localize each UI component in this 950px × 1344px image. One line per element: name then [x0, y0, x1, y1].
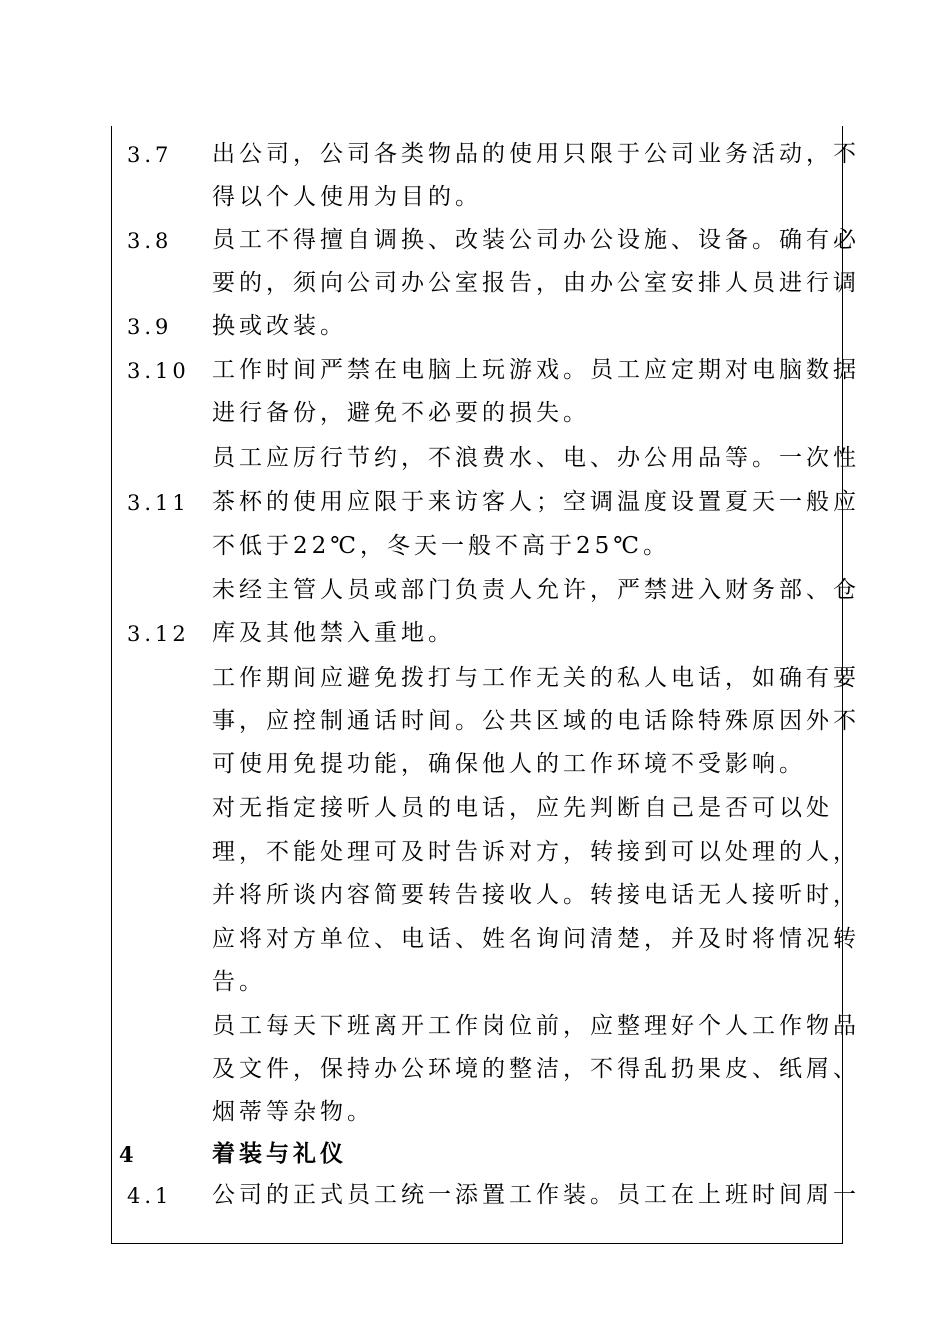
- item-text-line: 换或改装。: [212, 313, 347, 339]
- item-text-line: 员工不得擅自调换、改装公司办公设施、设备。确有必: [212, 227, 860, 253]
- item-text-line: 可使用免提功能，确保他人的工作环境不受影响。: [212, 751, 806, 777]
- section-number: 4: [119, 1142, 134, 1167]
- item-text-line: 得以个人使用为目的。: [212, 184, 482, 210]
- item-text-line: 进行备份，避免不必要的损失。: [212, 400, 590, 426]
- item-text-line: 未经主管人员或部门负责人允许，严禁进入财务部、仓: [212, 577, 860, 603]
- item-text-line: 对无指定接听人员的电话，应先判断自己是否可以处: [212, 795, 833, 821]
- item-text-line: 茶杯的使用应限于来访客人；空调温度设置夏天一般应: [212, 489, 860, 515]
- item-number: 3.11: [127, 491, 190, 515]
- item-text-line: 并将所谈内容简要转告接收人。转接电话无人接听时，: [212, 882, 860, 908]
- item-text-line: 员工应厉行节约，不浪费水、电、办公用品等。一次性: [212, 445, 860, 471]
- item-text-line: 应将对方单位、电话、姓名询问清楚，并及时将情况转: [212, 926, 860, 952]
- item-number: 3.12: [127, 622, 190, 646]
- item-text-line: 不低于22℃，冬天一般不高于25℃。: [212, 533, 670, 559]
- item-number: 3.10: [127, 359, 190, 383]
- item-text-line: 工作期间应避免拨打与工作无关的私人电话，如确有要: [212, 665, 860, 691]
- item-text-line: 要的，须向公司办公室报告，由办公室安排人员进行调: [212, 270, 860, 296]
- item-number: 3.7: [127, 143, 173, 167]
- item-text-line: 告。: [212, 969, 266, 995]
- item-text-line: 工作时间严禁在电脑上玩游戏。员工应定期对电脑数据: [212, 357, 860, 383]
- item-text-line: 员工每天下班离开工作岗位前，应整理好个人工作物品: [212, 1013, 860, 1039]
- item-number: 3.9: [127, 315, 173, 339]
- item-text-line: 库及其他禁入重地。: [212, 620, 455, 646]
- item-text-line: 出公司，公司各类物品的使用只限于公司业务活动，不: [212, 141, 860, 167]
- item-number: 4.1: [127, 1184, 173, 1208]
- item-text-line: 理，不能处理可及时告诉对方，转接到可以处理的人，: [212, 839, 860, 865]
- section-title: 着装与礼仪: [212, 1140, 347, 1167]
- item-number: 3.8: [127, 229, 173, 253]
- item-text-line: 公司的正式员工统一添置工作装。员工在上班时间周一: [212, 1182, 860, 1208]
- item-text-line: 事，应控制通话时间。公共区域的电话除特殊原因外不: [212, 708, 860, 734]
- item-text-line: 烟蒂等杂物。: [212, 1099, 374, 1125]
- item-text-line: 及文件，保持办公环境的整洁，不得乱扔果皮、纸屑、: [212, 1056, 860, 1082]
